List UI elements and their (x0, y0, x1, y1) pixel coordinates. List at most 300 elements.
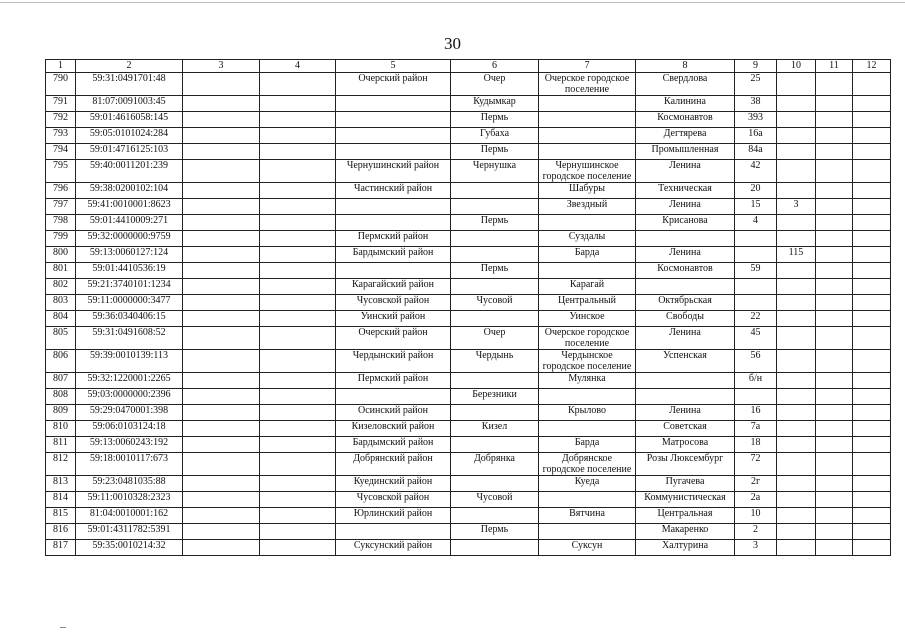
table-cell (336, 389, 451, 405)
table-cell: 790 (46, 73, 76, 96)
table-cell: 81:04:0010001:162 (76, 508, 183, 524)
table-cell: 10 (735, 508, 777, 524)
table-cell: Пермский район (336, 373, 451, 389)
table-cell (336, 128, 451, 144)
table-cell (539, 112, 636, 128)
table-cell: Крылово (539, 405, 636, 421)
table-cell (777, 96, 816, 112)
table-cell (816, 128, 853, 144)
table-cell (777, 263, 816, 279)
column-header: 2 (76, 60, 183, 73)
table-cell: 804 (46, 311, 76, 327)
table-cell: 59:01:4410009:271 (76, 215, 183, 231)
table-cell: 38 (735, 96, 777, 112)
table-cell: Очерский район (336, 327, 451, 350)
table-cell (451, 540, 539, 556)
table-cell: 796 (46, 183, 76, 199)
table-cell: 81:07:0091003:45 (76, 96, 183, 112)
table-cell (636, 389, 735, 405)
table-cell (853, 327, 891, 350)
table-cell (260, 112, 336, 128)
table-cell: Октябрьская (636, 295, 735, 311)
table-cell: 25 (735, 73, 777, 96)
table-cell: Очерское городское поселение (539, 73, 636, 96)
table-cell: Юрлинский район (336, 508, 451, 524)
table-cell: Очер (451, 327, 539, 350)
table-cell (451, 508, 539, 524)
table-cell: Осинский район (336, 405, 451, 421)
table-cell: 814 (46, 492, 76, 508)
table-cell: 794 (46, 144, 76, 160)
table-cell (260, 215, 336, 231)
table-cell: 59:03:0000000:2396 (76, 389, 183, 405)
table-cell: 806 (46, 350, 76, 373)
table-cell: Чердынский район (336, 350, 451, 373)
table-cell (451, 476, 539, 492)
table-cell: Пермь (451, 215, 539, 231)
table-cell (735, 279, 777, 295)
table-cell (260, 231, 336, 247)
table-cell: 59:05:0101024:284 (76, 128, 183, 144)
table-cell (853, 144, 891, 160)
table-cell: 59:23:0481035:88 (76, 476, 183, 492)
table-cell: 59:41:0010001:8623 (76, 199, 183, 215)
table-row (46, 508, 891, 524)
table-cell (777, 311, 816, 327)
table-cell (816, 215, 853, 231)
table-cell: 18 (735, 437, 777, 453)
table-cell: Суксунский район (336, 540, 451, 556)
table-cell (539, 492, 636, 508)
table-cell: Барда (539, 247, 636, 263)
table-cell: 59:01:4716125:103 (76, 144, 183, 160)
table-cell: Куединский район (336, 476, 451, 492)
table-cell: 59:38:0200102:104 (76, 183, 183, 199)
table-cell (183, 160, 260, 183)
table-cell (853, 421, 891, 437)
table-cell (816, 421, 853, 437)
table-cell (853, 128, 891, 144)
table-cell: Дегтярева (636, 128, 735, 144)
table-cell: Коммунистическая (636, 492, 735, 508)
table-cell (336, 112, 451, 128)
table-cell (816, 247, 853, 263)
table-cell (183, 112, 260, 128)
table-cell (816, 144, 853, 160)
table-cell (853, 112, 891, 128)
table-cell (183, 199, 260, 215)
table-cell (816, 389, 853, 405)
table-cell: Ленина (636, 199, 735, 215)
table-cell: 800 (46, 247, 76, 263)
table-cell (260, 508, 336, 524)
table-cell (183, 263, 260, 279)
table-cell: 16 (735, 405, 777, 421)
table-cell (853, 476, 891, 492)
table-cell (539, 524, 636, 540)
table-cell (451, 405, 539, 421)
table-cell: 22 (735, 311, 777, 327)
table-row (46, 231, 891, 247)
table-cell (183, 144, 260, 160)
table-cell: 84а (735, 144, 777, 160)
table-cell: Частинский район (336, 183, 451, 199)
table-cell: Кизеловский район (336, 421, 451, 437)
table-cell (636, 231, 735, 247)
table-cell: 59:31:0491608:52 (76, 327, 183, 350)
table-cell (260, 247, 336, 263)
table-cell: Пермский район (336, 231, 451, 247)
table-row (46, 96, 891, 112)
table-cell: Очерское городское поселение (539, 327, 636, 350)
table-cell: Советская (636, 421, 735, 437)
table-cell (853, 437, 891, 453)
table-cell: Матросова (636, 437, 735, 453)
table-cell: 813 (46, 476, 76, 492)
table-cell: 59:31:0491701:48 (76, 73, 183, 96)
table-cell: Чусовской район (336, 295, 451, 311)
table-cell (853, 453, 891, 476)
table-cell (777, 231, 816, 247)
table-cell (451, 279, 539, 295)
table-cell (451, 437, 539, 453)
column-header: 1 (46, 60, 76, 73)
table-cell (853, 311, 891, 327)
table-cell (183, 215, 260, 231)
table-cell: Вятчина (539, 508, 636, 524)
table-cell (853, 508, 891, 524)
table-cell (260, 96, 336, 112)
table-cell (260, 437, 336, 453)
table-cell (816, 112, 853, 128)
table-cell: 59 (735, 263, 777, 279)
table-cell (539, 144, 636, 160)
table-cell (183, 373, 260, 389)
table-cell: 59:11:0000000:3477 (76, 295, 183, 311)
table-cell (260, 421, 336, 437)
table-cell: Пермь (451, 524, 539, 540)
table-row (46, 215, 891, 231)
table-cell (183, 421, 260, 437)
header-row (46, 60, 891, 73)
table-cell (183, 247, 260, 263)
table-cell (816, 279, 853, 295)
table-cell: 812 (46, 453, 76, 476)
table-cell: Чердынь (451, 350, 539, 373)
table-cell (853, 73, 891, 96)
table-cell (260, 295, 336, 311)
table-cell (260, 327, 336, 350)
table-cell (260, 144, 336, 160)
table-cell: 2 (735, 524, 777, 540)
table-cell: Свердлова (636, 73, 735, 96)
table-cell (816, 199, 853, 215)
table-cell (451, 247, 539, 263)
table-cell (777, 540, 816, 556)
table-cell: 3 (777, 199, 816, 215)
table-cell: 2г (735, 476, 777, 492)
table-row (46, 373, 891, 389)
table-cell (735, 231, 777, 247)
table-cell: 807 (46, 373, 76, 389)
table-cell (816, 160, 853, 183)
table-cell: Чернушинский район (336, 160, 451, 183)
table-cell: 16а (735, 128, 777, 144)
table-cell (636, 373, 735, 389)
table-cell (260, 128, 336, 144)
table-cell (183, 405, 260, 421)
table-cell (451, 183, 539, 199)
table-cell (183, 453, 260, 476)
table-cell: 59:18:0010117:673 (76, 453, 183, 476)
table-cell: Пермь (451, 263, 539, 279)
top-rule (0, 2, 905, 3)
table-cell: Чусовой (451, 295, 539, 311)
table-cell: Куеда (539, 476, 636, 492)
table-cell: 59:36:0340406:15 (76, 311, 183, 327)
table-cell: 59:13:0060243:192 (76, 437, 183, 453)
table-cell (853, 279, 891, 295)
table-row (46, 405, 891, 421)
table-cell (451, 373, 539, 389)
table-cell: Очер (451, 73, 539, 96)
table-cell (777, 508, 816, 524)
table-cell (260, 183, 336, 199)
scan-mark (60, 627, 66, 628)
table-cell (777, 112, 816, 128)
table-cell: Свободы (636, 311, 735, 327)
table-cell (735, 247, 777, 263)
table-cell (260, 263, 336, 279)
table-cell (777, 421, 816, 437)
table-cell: 817 (46, 540, 76, 556)
table-cell (816, 492, 853, 508)
table-cell (777, 279, 816, 295)
table-cell: б/н (735, 373, 777, 389)
table-cell: Мулянка (539, 373, 636, 389)
table-cell: 59:21:3740101:1234 (76, 279, 183, 295)
table-row (46, 453, 891, 476)
table-cell (539, 128, 636, 144)
table-cell (853, 389, 891, 405)
table-cell: 815 (46, 508, 76, 524)
table-cell: Чернушка (451, 160, 539, 183)
table-cell: 59:35:0010214:32 (76, 540, 183, 556)
table-cell (816, 183, 853, 199)
table-cell (183, 327, 260, 350)
table-cell (183, 96, 260, 112)
table-cell (636, 279, 735, 295)
table-row (46, 247, 891, 263)
table-cell (853, 183, 891, 199)
table-cell (336, 96, 451, 112)
table-header (46, 60, 891, 73)
table-cell (853, 492, 891, 508)
column-header: 9 (735, 60, 777, 73)
table-cell (260, 492, 336, 508)
table-cell: 42 (735, 160, 777, 183)
table-cell: Суздалы (539, 231, 636, 247)
table-cell (183, 476, 260, 492)
table-cell (183, 350, 260, 373)
table-cell (816, 437, 853, 453)
table-cell (777, 453, 816, 476)
table-row (46, 73, 891, 96)
table-cell (183, 279, 260, 295)
table-cell: Очерский район (336, 73, 451, 96)
table-cell: Чернушинское городское поселение (539, 160, 636, 183)
table-cell: 59:32:1220001:2265 (76, 373, 183, 389)
table-cell: 59:13:0060127:124 (76, 247, 183, 263)
column-header: 5 (336, 60, 451, 73)
table-cell (777, 524, 816, 540)
table-body (46, 73, 891, 556)
table-cell: Центральная (636, 508, 735, 524)
table-cell: Космонавтов (636, 112, 735, 128)
table-cell (777, 144, 816, 160)
table-cell (336, 263, 451, 279)
table-cell (777, 327, 816, 350)
table-cell: Березники (451, 389, 539, 405)
table-cell (777, 128, 816, 144)
table-cell: Халтурина (636, 540, 735, 556)
table-cell: 72 (735, 453, 777, 476)
table-cell: 7а (735, 421, 777, 437)
table-cell (539, 96, 636, 112)
column-header: 11 (816, 60, 853, 73)
table-cell (539, 389, 636, 405)
table-cell: 809 (46, 405, 76, 421)
table-cell: 3 (735, 540, 777, 556)
table-cell: Чусовой (451, 492, 539, 508)
table-cell (336, 215, 451, 231)
table-cell: 59:01:4616058:145 (76, 112, 183, 128)
column-header: 6 (451, 60, 539, 73)
table-cell: 805 (46, 327, 76, 350)
table-cell: 791 (46, 96, 76, 112)
table-cell: Чердынское городское поселение (539, 350, 636, 373)
table-cell (260, 389, 336, 405)
table-cell (853, 405, 891, 421)
table-cell: Кизел (451, 421, 539, 437)
table-cell (336, 524, 451, 540)
registry-table (45, 59, 891, 556)
table-cell: Карагай (539, 279, 636, 295)
table-cell (777, 476, 816, 492)
table-row (46, 128, 891, 144)
table-cell (777, 405, 816, 421)
table-row (46, 421, 891, 437)
table-cell (777, 183, 816, 199)
table-cell: 56 (735, 350, 777, 373)
table-cell (260, 199, 336, 215)
table-cell (260, 476, 336, 492)
table-cell (777, 350, 816, 373)
table-cell (735, 295, 777, 311)
table-row (46, 311, 891, 327)
table-cell: 59:39:0010139:113 (76, 350, 183, 373)
table-cell (451, 311, 539, 327)
table-cell (777, 492, 816, 508)
table-cell: Ленина (636, 160, 735, 183)
table-cell: Уинский район (336, 311, 451, 327)
table-cell (816, 524, 853, 540)
table-cell (816, 373, 853, 389)
table-cell (816, 327, 853, 350)
table-cell (853, 231, 891, 247)
table-cell: Розы Люксембург (636, 453, 735, 476)
table-cell (777, 373, 816, 389)
table-cell (853, 373, 891, 389)
table-cell: Промышленная (636, 144, 735, 160)
table-cell (183, 295, 260, 311)
table-cell: Ленина (636, 327, 735, 350)
table-row (46, 112, 891, 128)
table-cell: 59:11:0010328:2323 (76, 492, 183, 508)
column-header: 12 (853, 60, 891, 73)
table-cell: 59:40:0011201:239 (76, 160, 183, 183)
table-cell: Добрянский район (336, 453, 451, 476)
table-cell (336, 144, 451, 160)
table-cell (183, 508, 260, 524)
table-cell: Добрянское городское поселение (539, 453, 636, 476)
table-cell (853, 215, 891, 231)
table-cell: 801 (46, 263, 76, 279)
table-cell: 795 (46, 160, 76, 183)
table-cell (777, 73, 816, 96)
column-header: 4 (260, 60, 336, 73)
table-cell: Кудымкар (451, 96, 539, 112)
table-cell (777, 160, 816, 183)
table-row (46, 540, 891, 556)
table-cell: 15 (735, 199, 777, 215)
table-row (46, 183, 891, 199)
table-cell: Звездный (539, 199, 636, 215)
column-header: 10 (777, 60, 816, 73)
table-cell: Техническая (636, 183, 735, 199)
table-cell (777, 295, 816, 311)
table-cell (853, 540, 891, 556)
column-header: 8 (636, 60, 735, 73)
table-cell (260, 524, 336, 540)
table-row (46, 437, 891, 453)
table-row (46, 279, 891, 295)
table-cell: 45 (735, 327, 777, 350)
table-cell: 808 (46, 389, 76, 405)
table-cell: 803 (46, 295, 76, 311)
table-cell (183, 540, 260, 556)
table-cell (816, 540, 853, 556)
table-cell (183, 73, 260, 96)
table-cell: 59:01:4410536:19 (76, 263, 183, 279)
table-cell (816, 231, 853, 247)
table-cell (853, 247, 891, 263)
table-cell: Уинское (539, 311, 636, 327)
table-cell (260, 453, 336, 476)
table-row (46, 492, 891, 508)
table-cell (816, 73, 853, 96)
table-cell (816, 453, 853, 476)
table-cell (777, 389, 816, 405)
table-cell: 59:29:0470001:398 (76, 405, 183, 421)
table-cell: Суксун (539, 540, 636, 556)
table-cell (816, 96, 853, 112)
table-cell (336, 199, 451, 215)
table-cell: 802 (46, 279, 76, 295)
table-cell: Ленина (636, 405, 735, 421)
table-cell: 810 (46, 421, 76, 437)
table-cell (260, 540, 336, 556)
